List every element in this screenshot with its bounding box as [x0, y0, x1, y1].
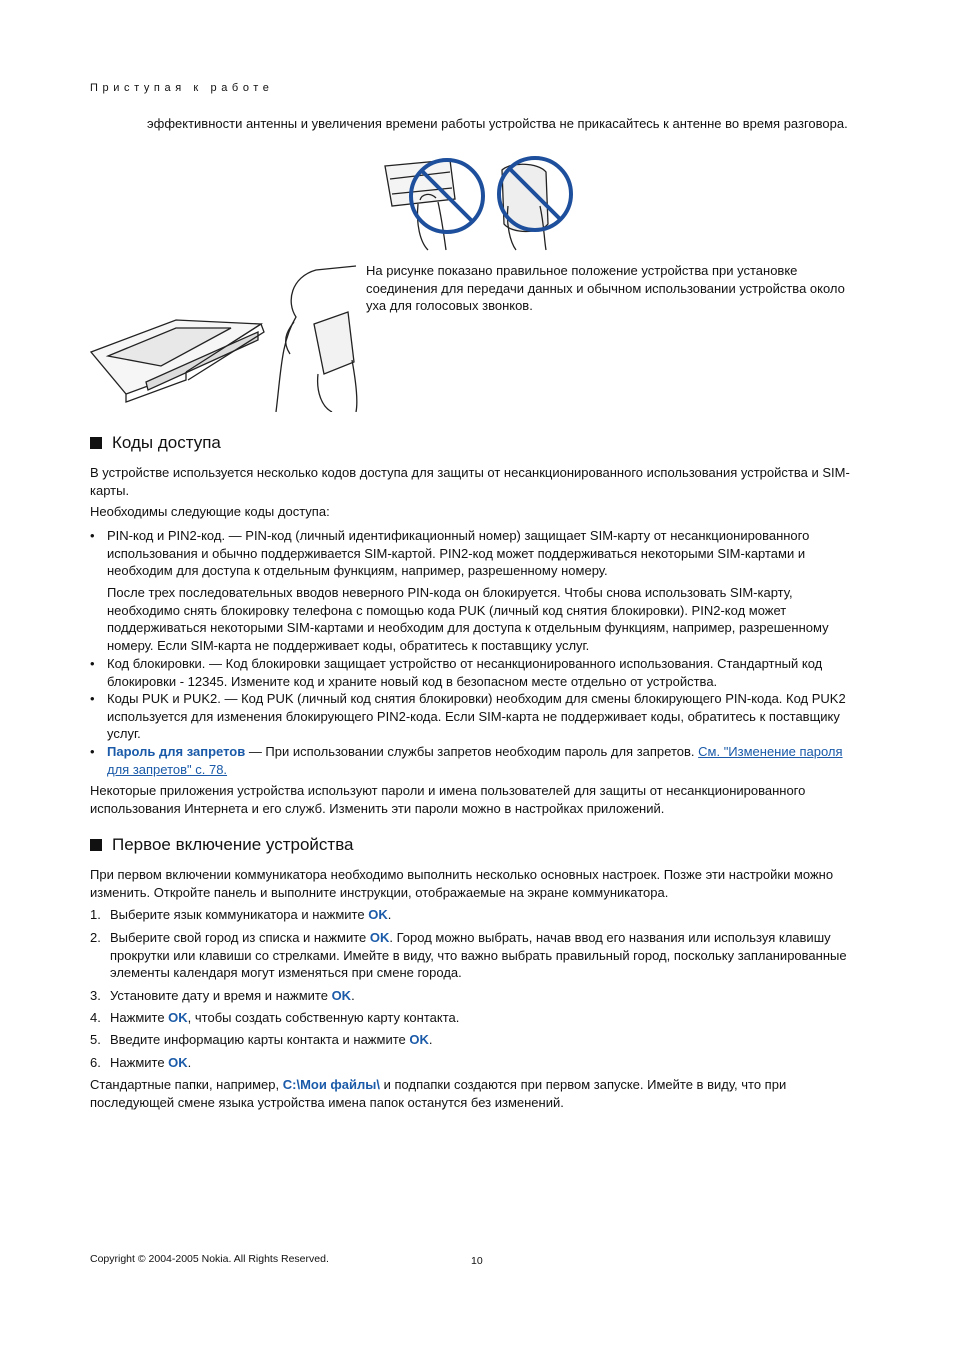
folders-paragraph: Стандартные папки, например, C:\Мои файлы\ и подпапки создаются при первом запуске. Имейте в виду, что при последующей смене языка устройства имена папок останутся без изменений. — [90, 1077, 787, 1110]
list-item: • Пароль для запретов — При использовании службы запретов необходим пароль для запретов. См. "Изменение пароля для запретов" с. 78. — [90, 744, 843, 777]
step-item: 5. Введите информацию карты контакта и нажмите OK. — [90, 1032, 433, 1047]
codes-list-intro: Необходимы следующие коды доступа: — [90, 504, 330, 519]
heading-square-icon — [90, 839, 102, 851]
page-number: 10 — [471, 1255, 483, 1267]
bullet-icon: • — [90, 528, 95, 543]
section-heading-first-start: Первое включение устройства — [90, 835, 354, 855]
ui-term-folder-path: C:\Мои файлы\ — [282, 1077, 381, 1092]
cross-reference-link[interactable]: См. "Изменение пароля для запретов" с. 78. — [107, 744, 843, 777]
list-item: • Коды PUK и PUK2. — Код PUK (личный код снятия блокировки) необходим для смены блокирующего PIN-кода. Код PUK2 используется для изменения блокирующего PIN2-кода. Если SIM-карта не поддерживает коды, обратитесь к поставщику услуг. — [90, 691, 846, 741]
step-item: 3. Установите дату и время и нажмите OK. — [90, 988, 355, 1003]
ui-term-ok: OK — [168, 1055, 188, 1070]
codes-closing-paragraph: Некоторые приложения устройства используют пароли и имена пользователей для защиты от несанкционированного использования Интернета и его служб. Изменить эти пароли можно в настройках приложений. — [90, 783, 806, 816]
device-usage-illustration — [86, 262, 362, 412]
step-item: 6. Нажмите OK. — [90, 1055, 192, 1070]
ui-term-ok: OK — [331, 988, 352, 1003]
ui-term-ok: OK — [168, 1010, 188, 1025]
step-item: 4. Нажмите OK, чтобы создать собственную карту контакта. — [90, 1010, 460, 1025]
bullet-icon: • — [90, 744, 95, 759]
antenna-paragraph: эффективности антенны и увеличения времени работы устройства не прикасайтесь к антенне во время разговора. — [147, 116, 848, 131]
ui-term-ok: OK — [368, 907, 388, 922]
ui-term-ok: OK — [369, 930, 390, 945]
step-item: 2. Выберите свой город из списка и нажмите OK. Город можно выбрать, начав ввод его названия или используя клавишу прокрутки или клавиши со стрелками. Имейте в виду, что важно выбрать правильный город, поскольку запланированные элементы календаря могут изменяться при смене города. — [90, 930, 847, 980]
bullet-icon: • — [90, 656, 95, 671]
section-heading-access-codes: Коды доступа — [90, 433, 221, 453]
pin-blocking-paragraph: После трех последовательных вводов неверного PIN-кода он блокируется. Чтобы снова использовать SIM-карту, необходимо снять блокировку телефона с помощью кода PUK (личный код снятия блокировки). PIN2-код может поддерживаться некоторыми SIM-картами и необходим для доступа к отдельным функциям, например, разрешенному номеру. Если SIM-карта не поддерживает коды, обратитесь к поставщику услуг. — [107, 585, 829, 653]
codes-intro-paragraph: В устройстве используется несколько кодов доступа для защиты от несанкционированного использования устройства и SIM-карты. — [90, 465, 850, 498]
heading-square-icon — [90, 437, 102, 449]
ui-term-barring-password: Пароль для запретов — [107, 744, 246, 759]
bullet-icon: • — [90, 691, 95, 706]
list-item: • Код блокировки. — Код блокировки защищает устройство от несанкционированного использования. Стандартный код блокировки - 12345. Измените код и храните новый код в безопасном месте отдельно от устройства. — [90, 656, 823, 689]
antenna-prohibited-illustration — [380, 154, 575, 252]
figure-caption: На рисунке показано правильное положение устройства при установке соединения для передачи данных и обычном использовании устройства около уха для голосовых звонков. — [366, 263, 845, 313]
first-start-intro: При первом включении коммуникатора необходимо выполнить несколько основных настроек. Позже эти настройки можно изменить. Откройте панель и выполните инструкции, отображаемые на экране коммуникатора. — [90, 867, 834, 900]
step-item: 1. Выберите язык коммуникатора и нажмите OK. — [90, 907, 392, 922]
running-header: Приступая к работе — [90, 82, 274, 94]
list-item: • PIN-код и PIN2-код. — PIN-код (личный идентификационный номер) защищает SIM-карту от несанкционированного использования и обычно поддерживается SIM-картой. PIN2-код может поддерживаться некоторыми SIM-картами и необходим для доступа к отдельным функциям, например, разрешенному номеру. — [90, 528, 810, 578]
copyright-notice: Copyright © 2004-2005 Nokia. All Rights Reserved. — [90, 1253, 329, 1265]
ui-term-ok: OK — [409, 1032, 429, 1047]
